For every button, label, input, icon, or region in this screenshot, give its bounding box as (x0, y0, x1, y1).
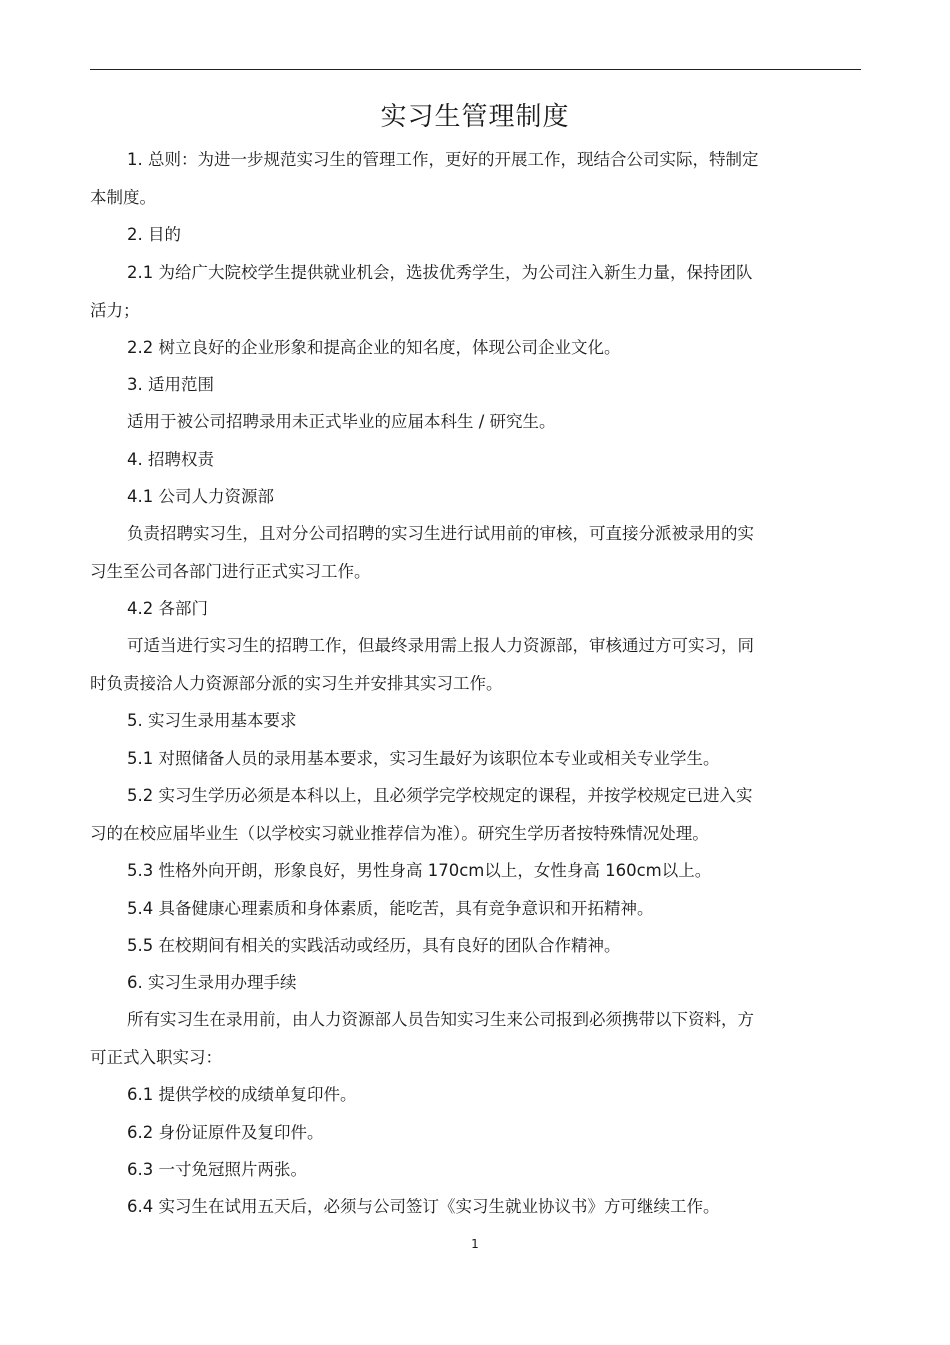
paragraph-line: 可正式入职实习： (90, 1048, 222, 1067)
paragraph-line (90, 1083, 812, 1107)
paragraph (90, 897, 812, 921)
line-text: 5.5 在校期间有相关的实践活动或经历，具有良好的团队合作精神。 (127, 936, 621, 955)
paragraph-line (90, 597, 812, 621)
paragraph-line (90, 859, 812, 883)
paragraph (90, 1158, 812, 1182)
line-text: 6. 实习生录用办理手续 (127, 973, 297, 992)
paragraph (90, 148, 812, 210)
paragraph-line (90, 747, 812, 771)
line-text: 4.1 公司人力资源部 (127, 487, 274, 506)
line-text: 5.3 性格外向开朗，形象良好，男性身高 170cm以上，女性身高 160cm以上。 (127, 861, 712, 880)
paragraph-line (90, 148, 812, 172)
line-text: 适用于被公司招聘录用未正式毕业的应届本科生 / 研究生。 (127, 412, 556, 431)
paragraph-line (90, 709, 812, 733)
document-title: 实习生管理制度 (380, 102, 570, 132)
paragraph-line (90, 634, 812, 658)
paragraph (90, 1008, 812, 1070)
paragraph-line (90, 261, 812, 285)
line-text: 5.1 对照储备人员的录用基本要求，实习生最好为该职位本专业或相关专业学生。 (127, 749, 720, 768)
paragraph-line (90, 897, 812, 921)
paragraph (90, 336, 812, 360)
line-text: 4. 招聘权责 (127, 450, 214, 469)
paragraph (90, 1083, 812, 1107)
paragraph (90, 1195, 812, 1219)
paragraph (90, 634, 812, 696)
paragraph-line (90, 784, 812, 808)
paragraph (90, 261, 812, 323)
paragraph-line (90, 410, 812, 434)
paragraph-line (90, 336, 812, 360)
line-text: 2. 目的 (127, 225, 181, 244)
line-text: 可适当进行实习生的招聘工作，但最终录用需上报人力资源部，审核通过方可实习，同 (127, 636, 754, 655)
line-text: 2.1 为给广大院校学生提供就业机会，选拔优秀学生，为公司注入新生力量，保持团队 (127, 263, 753, 282)
paragraph (90, 522, 812, 584)
line-text: 6.1 提供学校的成绩单复印件。 (127, 1085, 357, 1104)
paragraph (90, 223, 812, 247)
paragraph-line (90, 448, 812, 472)
paragraph-line (90, 1158, 812, 1182)
paragraph-line: 活力； (90, 301, 140, 320)
page-number: 1 (471, 1237, 479, 1251)
line-text: 2.2 树立良好的企业形象和提高企业的知名度，体现公司企业文化。 (127, 338, 621, 357)
line-text: 1. 总则：为进一步规范实习生的管理工作，更好的开展工作，现结合公司实际，特制定 (127, 150, 759, 169)
paragraph (90, 597, 812, 621)
paragraph-line (90, 1008, 812, 1032)
paragraph-line: 习的在校应届毕业生（以学校实习就业推荐信为准）。研究生学历者按特殊情况处理。 (90, 824, 709, 843)
paragraph-line: 本制度。 (90, 188, 156, 207)
paragraph (90, 410, 812, 434)
paragraph-line (90, 971, 812, 995)
paragraph-line (90, 485, 812, 509)
paragraph-line (90, 1121, 812, 1145)
paragraph-line (90, 1195, 812, 1219)
header-rule (90, 69, 861, 70)
paragraph (90, 373, 812, 397)
line-text: 所有实习生在录用前，由人力资源部人员告知实习生来公司报到必须携带以下资料，方 (127, 1010, 754, 1029)
paragraph (90, 709, 812, 733)
paragraph (90, 448, 812, 472)
paragraph-line (90, 522, 812, 546)
paragraph-line (90, 223, 812, 247)
paragraph (90, 485, 812, 509)
paragraph-line (90, 373, 812, 397)
line-text: 5.2 实习生学历必须是本科以上，且必须学完学校规定的课程，并按学校规定已进入实 (127, 786, 753, 805)
line-text: 5.4 具备健康心理素质和身体素质，能吃苦，具有竞争意识和开拓精神。 (127, 899, 654, 918)
paragraph (90, 1121, 812, 1145)
paragraph-line: 习生至公司各部门进行正式实习工作。 (90, 562, 371, 581)
paragraph (90, 971, 812, 995)
paragraph (90, 784, 812, 846)
paragraph-line: 时负责接洽人力资源部分派的实习生并安排其实习工作。 (90, 674, 503, 693)
line-text: 6.3 一寸免冠照片两张。 (127, 1160, 307, 1179)
line-text: 4.2 各部门 (127, 599, 208, 618)
line-text: 6.4 实习生在试用五天后，必须与公司签订《实习生就业协议书》方可继续工作。 (127, 1197, 720, 1216)
paragraph (90, 934, 812, 958)
line-text: 6.2 身份证原件及复印件。 (127, 1123, 324, 1142)
line-text: 3. 适用范围 (127, 375, 214, 394)
line-text: 5. 实习生录用基本要求 (127, 711, 297, 730)
paragraph (90, 859, 812, 883)
paragraph (90, 747, 812, 771)
line-text: 负责招聘实习生，且对分公司招聘的实习生进行试用前的审核，可直接分派被录用的实 (127, 524, 754, 543)
paragraph-line (90, 934, 812, 958)
